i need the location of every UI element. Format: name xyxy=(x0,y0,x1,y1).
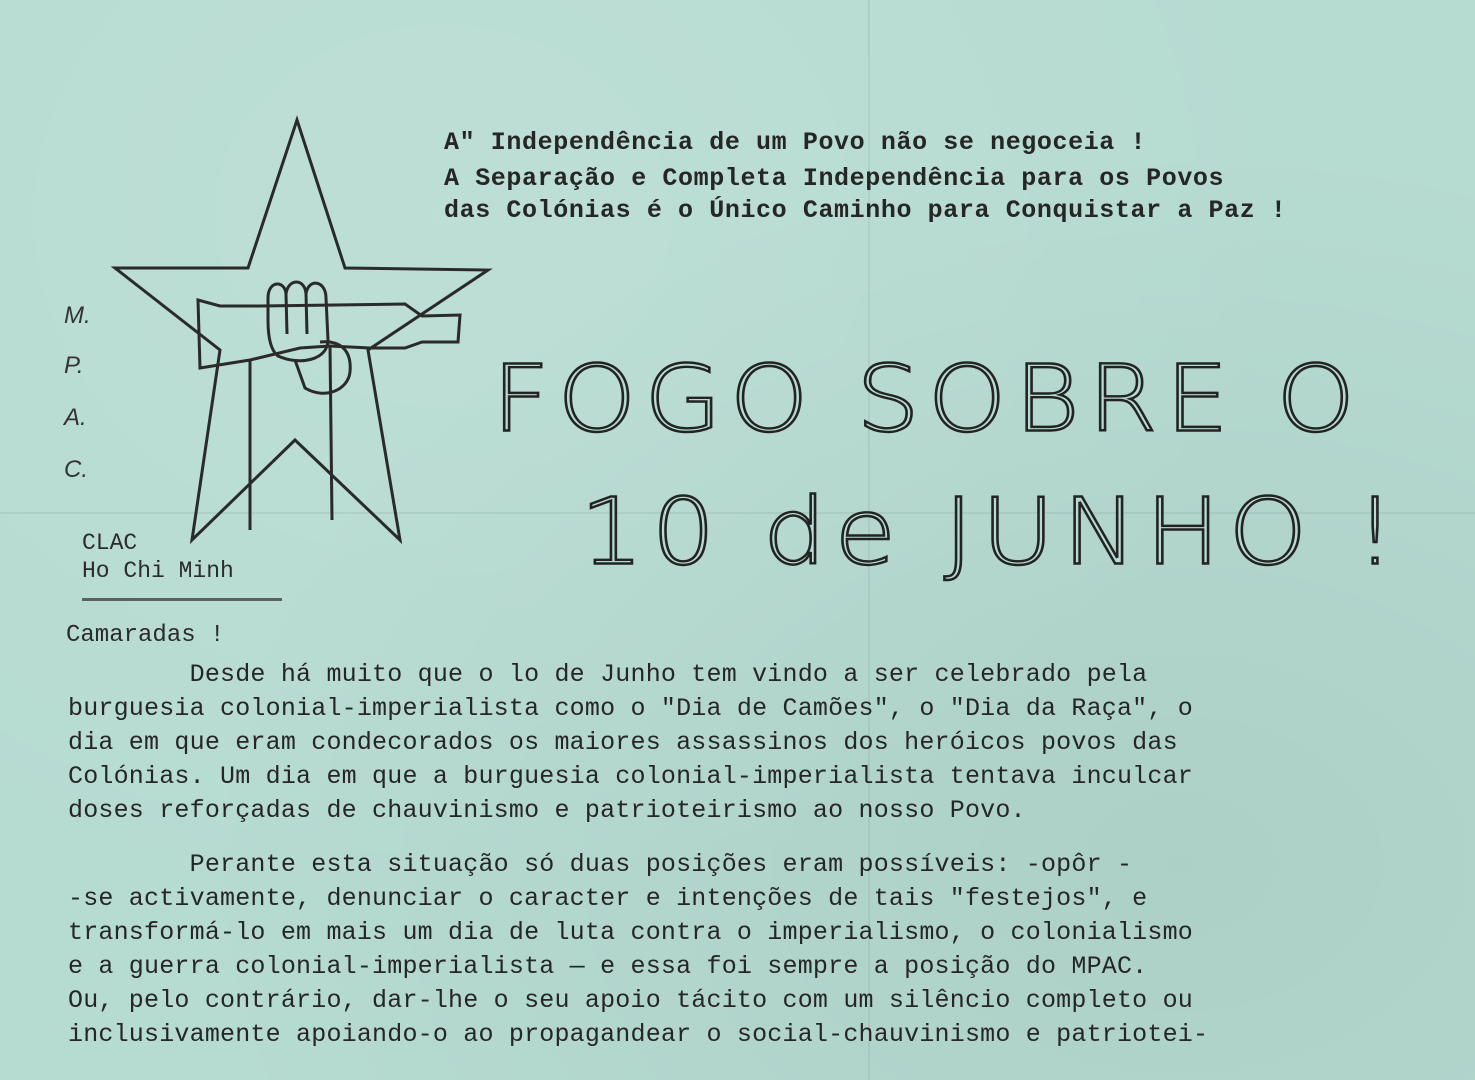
paragraph-2-line-3: transformá-lo em mais um dia de luta contra o imperialismo, o colonialismo xyxy=(68,918,1193,947)
mpac-letter-a: A. xyxy=(64,404,87,431)
paragraph-1-line-2: burguesia colonial-imperialista como o "Dia de Camões", o "Dia da Raça", o xyxy=(68,694,1193,723)
paragraph-1-line-4: Colónias. Um dia em que a burguesia colonial-imperialista tentava inculcar xyxy=(68,762,1193,791)
mpac-letter-p: P. xyxy=(64,352,84,379)
mpac-letter-m: M. xyxy=(64,302,91,329)
motto-line-1: A" Independência de um Povo não se negoceia ! xyxy=(444,128,1147,157)
paragraph-2-line-5: Ou, pelo contrário, dar-lhe o seu apoio tácito com um silêncio completo ou xyxy=(68,986,1193,1015)
paragraph-2-line-2: -se activamente, denunciar o caracter e intenções de tais "festejos", e xyxy=(68,884,1148,913)
paragraph-1-line-5: doses reforçadas de chauvinismo e patrioteirismo ao nosso Povo. xyxy=(68,796,1026,825)
mpac-letter-c: C. xyxy=(64,456,88,483)
headline-line-1: FOGO SOBRE O xyxy=(492,345,1364,453)
motto-line-3: das Colónias é o Único Caminho para Conquistar a Paz ! xyxy=(444,196,1287,225)
paragraph-1-line-1: Desde há muito que o lo de Junho tem vindo a ser celebrado pela xyxy=(68,660,1148,689)
greeting: Camaradas ! xyxy=(66,622,225,649)
headline-line-2: 10 de JUNHO ! xyxy=(580,478,1404,586)
fist-icon xyxy=(268,282,350,393)
divider-rule xyxy=(82,598,282,601)
paragraph-1-line-3: dia em que eram condecorados os maiores assassinos dos heróicos povos das xyxy=(68,728,1178,757)
paragraph-2-line-1: Perante esta situação só duas posições eram possíveis: -opôr - xyxy=(68,850,1133,879)
paragraph-2-line-6: inclusivamente apoiando-o ao propagandear o social-chauvinismo e patriotei- xyxy=(68,1020,1209,1049)
cell-subtitle: Ho Chi Minh xyxy=(82,558,234,584)
motto-line-2: A Separação e Completa Independência para os Povos xyxy=(444,164,1225,193)
star-outline xyxy=(115,120,488,540)
star-fist-rifle-emblem xyxy=(100,110,500,570)
paragraph-2-line-4: e a guerra colonial-imperialista — e essa foi sempre a posição do MPAC. xyxy=(68,952,1148,981)
cell-name: CLAC xyxy=(82,530,138,556)
